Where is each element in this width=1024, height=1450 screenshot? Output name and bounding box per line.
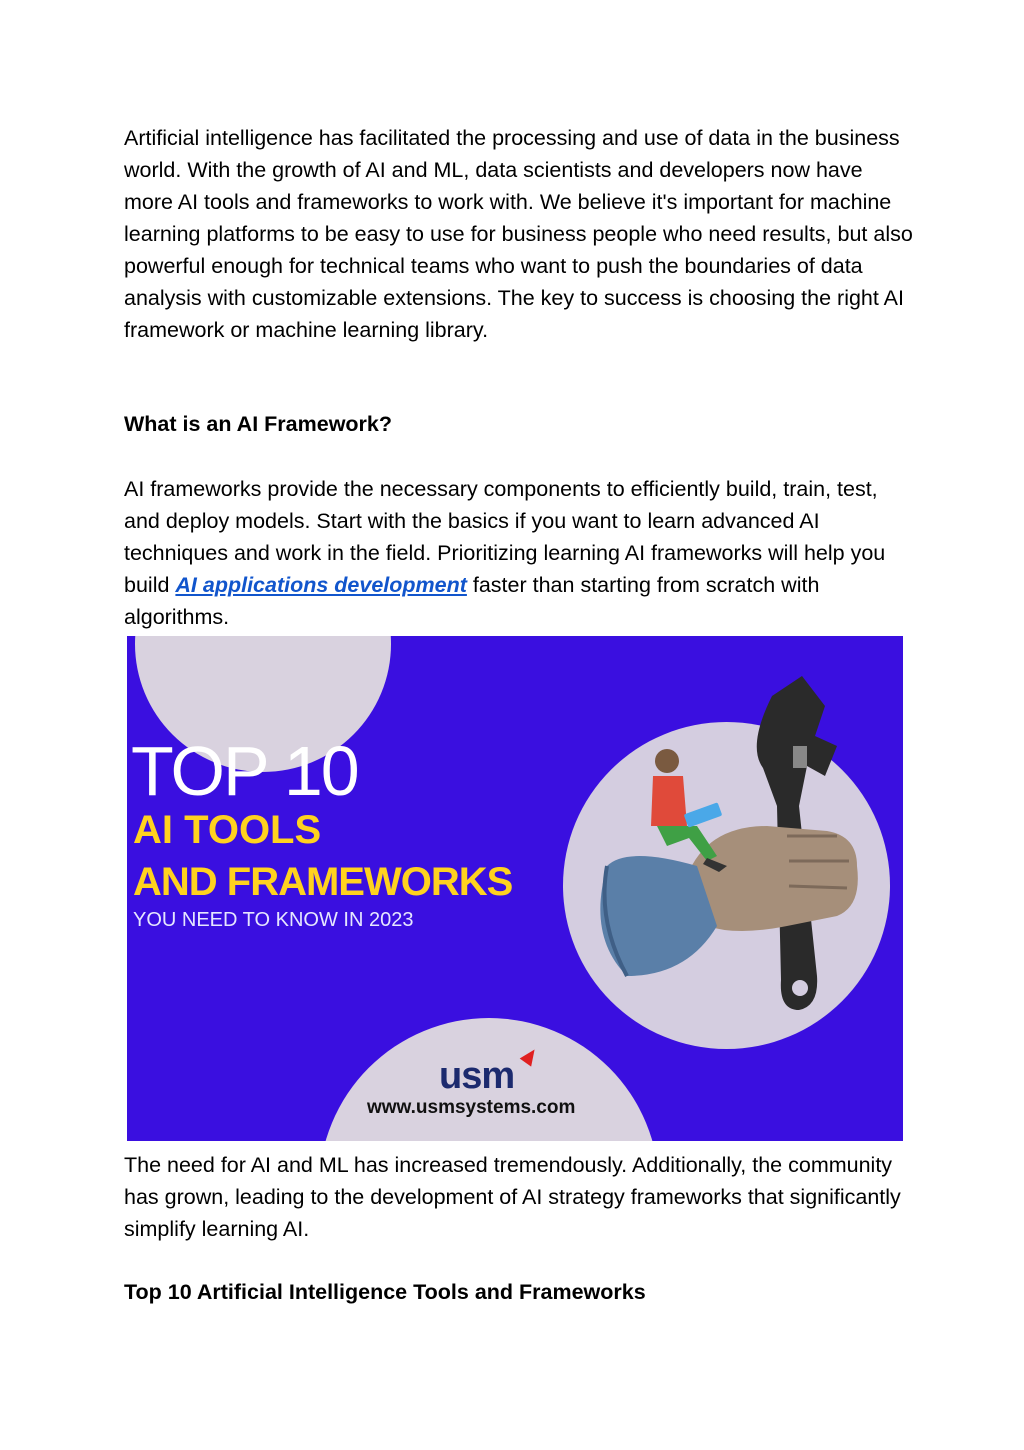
banner-image [127,636,903,1141]
hand-wrench-illustration-icon [567,676,887,1016]
framework-paragraph [124,473,914,633]
section-heading-top-10: Top 10 Artificial Intelligence Tools and Frameworks [124,1280,646,1304]
banner-subtitle: YOU NEED TO KNOW IN 2023 [133,909,414,931]
growth-paragraph: The need for AI and ML has increased tremendously. Additionally, the community has grown, leading to the development of AI strategy frameworks that significantly simplify learning AI. [124,1153,901,1241]
framework-text-after: faster than starting from scratch with algorithms. [124,573,820,629]
intro-paragraph: Artificial intelligence has facilitated the processing and use of data in the business world. With the growth of AI and ML, data scientists and developers now have more AI tools and frameworks to work with. We believe it's important for machine learning platforms to be easy to use for business people who need results, but also powerful enough for technical teams who want to push the boundaries of data analysis with customizable extensions. The key to success is choosing the right AI framework or machine learning library. [124,126,913,342]
usm-logo: usm [439,1055,515,1097]
ai-applications-link[interactable]: AI applications development [175,573,467,597]
denim-sleeve-icon [600,856,717,976]
banner-frameworks-text: AND FRAMEWORKS [133,860,513,904]
framework-text-before: AI frameworks provide the necessary components to efficiently build, train, test, and deploy models. Start with the basics if you want to learn advanced AI techniques and work in the field. Prioritizing learning AI frameworks will help you build [124,477,886,597]
banner-url: www.usmsystems.com [367,1097,576,1118]
banner-ai-tools-text: AI TOOLS [133,808,322,852]
banner-top10-text: TOP 10 [131,732,358,810]
section-heading-ai-framework: What is an AI Framework? [124,412,393,436]
